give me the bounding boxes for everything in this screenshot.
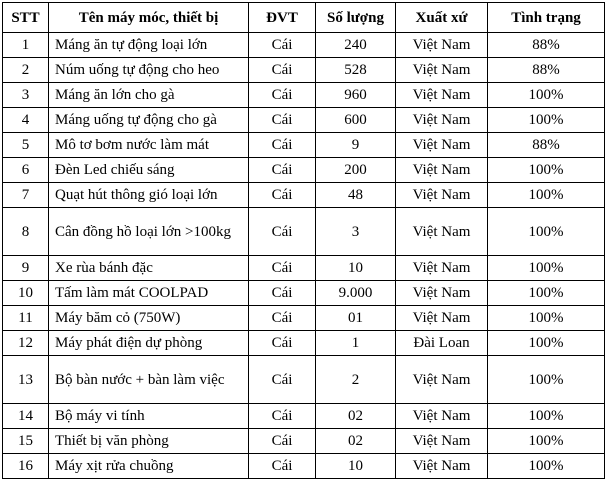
- cell-unit: Cái: [249, 331, 316, 356]
- cell-origin: Việt Nam: [396, 33, 488, 58]
- table-row: [3, 404, 605, 429]
- cell-quantity: 200: [316, 158, 396, 183]
- cell-quantity: 1: [316, 331, 396, 356]
- cell-name: Mô tơ bơm nước làm mát: [49, 133, 249, 158]
- table-row: [3, 256, 605, 281]
- cell-stt: 10: [3, 281, 49, 306]
- cell-name: Máng uống tự động cho gà: [49, 108, 249, 133]
- cell-quantity: 960: [316, 83, 396, 108]
- cell-stt: 7: [3, 183, 49, 208]
- cell-origin: Việt Nam: [396, 404, 488, 429]
- cell-stt: 6: [3, 158, 49, 183]
- cell-origin: Việt Nam: [396, 183, 488, 208]
- header-stt: STT: [3, 3, 49, 33]
- cell-stt: 4: [3, 108, 49, 133]
- table-row: [3, 208, 605, 256]
- cell-quantity: 528: [316, 58, 396, 83]
- cell-stt: 16: [3, 454, 49, 479]
- cell-quantity: 02: [316, 404, 396, 429]
- cell-name: Quạt hút thông gió loại lớn: [49, 183, 249, 208]
- cell-origin: Đài Loan: [396, 331, 488, 356]
- cell-quantity: 600: [316, 108, 396, 133]
- cell-status: 100%: [488, 404, 605, 429]
- cell-name: Máy băm cỏ (750W): [49, 306, 249, 331]
- cell-status: 100%: [488, 429, 605, 454]
- cell-name: Bộ máy vi tính: [49, 404, 249, 429]
- cell-name: Xe rùa bánh đặc: [49, 256, 249, 281]
- cell-status: 88%: [488, 133, 605, 158]
- cell-status: 88%: [488, 58, 605, 83]
- cell-origin: Việt Nam: [396, 429, 488, 454]
- cell-name: Máy phát điện dự phòng: [49, 331, 249, 356]
- cell-status: 100%: [488, 281, 605, 306]
- cell-status: 100%: [488, 208, 605, 256]
- cell-origin: Việt Nam: [396, 58, 488, 83]
- table-row: [3, 306, 605, 331]
- table-row: [3, 83, 605, 108]
- cell-unit: Cái: [249, 356, 316, 404]
- cell-stt: 12: [3, 331, 49, 356]
- cell-name: Cân đồng hồ loại lớn >100kg: [49, 208, 249, 256]
- cell-unit: Cái: [249, 429, 316, 454]
- cell-status: 100%: [488, 108, 605, 133]
- cell-stt: 2: [3, 58, 49, 83]
- cell-quantity: 240: [316, 33, 396, 58]
- cell-status: 88%: [488, 33, 605, 58]
- cell-quantity: 02: [316, 429, 396, 454]
- table-row: [3, 158, 605, 183]
- table-row: [3, 183, 605, 208]
- cell-origin: Việt Nam: [396, 356, 488, 404]
- cell-unit: Cái: [249, 108, 316, 133]
- cell-name: Núm uống tự động cho heo: [49, 58, 249, 83]
- cell-origin: Việt Nam: [396, 208, 488, 256]
- cell-origin: Việt Nam: [396, 306, 488, 331]
- cell-unit: Cái: [249, 183, 316, 208]
- table-row: [3, 454, 605, 479]
- cell-status: 100%: [488, 306, 605, 331]
- cell-name: Máng ăn lớn cho gà: [49, 83, 249, 108]
- cell-stt: 8: [3, 208, 49, 256]
- cell-name: Máy xịt rửa chuồng: [49, 454, 249, 479]
- cell-name: Tấm làm mát COOLPAD: [49, 281, 249, 306]
- cell-stt: 11: [3, 306, 49, 331]
- cell-unit: Cái: [249, 306, 316, 331]
- cell-status: 100%: [488, 331, 605, 356]
- cell-status: 100%: [488, 183, 605, 208]
- cell-stt: 14: [3, 404, 49, 429]
- cell-origin: Việt Nam: [396, 281, 488, 306]
- cell-origin: Việt Nam: [396, 108, 488, 133]
- cell-unit: Cái: [249, 158, 316, 183]
- cell-unit: Cái: [249, 58, 316, 83]
- table-row: [3, 58, 605, 83]
- cell-stt: 13: [3, 356, 49, 404]
- cell-origin: Việt Nam: [396, 454, 488, 479]
- cell-status: 100%: [488, 158, 605, 183]
- cell-status: 100%: [488, 454, 605, 479]
- cell-name: Bộ bàn nước + bàn làm việc: [49, 356, 249, 404]
- table-row: [3, 331, 605, 356]
- header-name: Tên máy móc, thiết bị: [49, 3, 249, 33]
- cell-status: 100%: [488, 83, 605, 108]
- cell-name: Đèn Led chiếu sáng: [49, 158, 249, 183]
- cell-origin: Việt Nam: [396, 133, 488, 158]
- cell-unit: Cái: [249, 454, 316, 479]
- cell-name: Máng ăn tự động loại lớn: [49, 33, 249, 58]
- cell-quantity: 9.000: [316, 281, 396, 306]
- table-row: [3, 33, 605, 58]
- cell-stt: 9: [3, 256, 49, 281]
- table-row: [3, 281, 605, 306]
- cell-origin: Việt Nam: [396, 256, 488, 281]
- cell-unit: Cái: [249, 404, 316, 429]
- table-row: [3, 429, 605, 454]
- equipment-table: [2, 2, 605, 479]
- cell-unit: Cái: [249, 33, 316, 58]
- table-row: [3, 133, 605, 158]
- table-row: [3, 108, 605, 133]
- cell-stt: 3: [3, 83, 49, 108]
- cell-unit: Cái: [249, 256, 316, 281]
- cell-status: 100%: [488, 256, 605, 281]
- table-row: [3, 356, 605, 404]
- header-row: [3, 3, 605, 33]
- cell-unit: Cái: [249, 281, 316, 306]
- header-quantity: Số lượng: [316, 3, 396, 33]
- cell-quantity: 48: [316, 183, 396, 208]
- cell-unit: Cái: [249, 83, 316, 108]
- cell-origin: Việt Nam: [396, 158, 488, 183]
- cell-unit: Cái: [249, 208, 316, 256]
- header-origin: Xuất xứ: [396, 3, 488, 33]
- header-unit: ĐVT: [249, 3, 316, 33]
- cell-stt: 5: [3, 133, 49, 158]
- cell-quantity: 9: [316, 133, 396, 158]
- cell-quantity: 10: [316, 256, 396, 281]
- header-status: Tình trạng: [488, 3, 605, 33]
- cell-stt: 15: [3, 429, 49, 454]
- cell-origin: Việt Nam: [396, 83, 488, 108]
- cell-quantity: 10: [316, 454, 396, 479]
- cell-name: Thiết bị văn phòng: [49, 429, 249, 454]
- cell-quantity: 01: [316, 306, 396, 331]
- cell-unit: Cái: [249, 133, 316, 158]
- cell-quantity: 3: [316, 208, 396, 256]
- cell-status: 100%: [488, 356, 605, 404]
- cell-quantity: 2: [316, 356, 396, 404]
- cell-stt: 1: [3, 33, 49, 58]
